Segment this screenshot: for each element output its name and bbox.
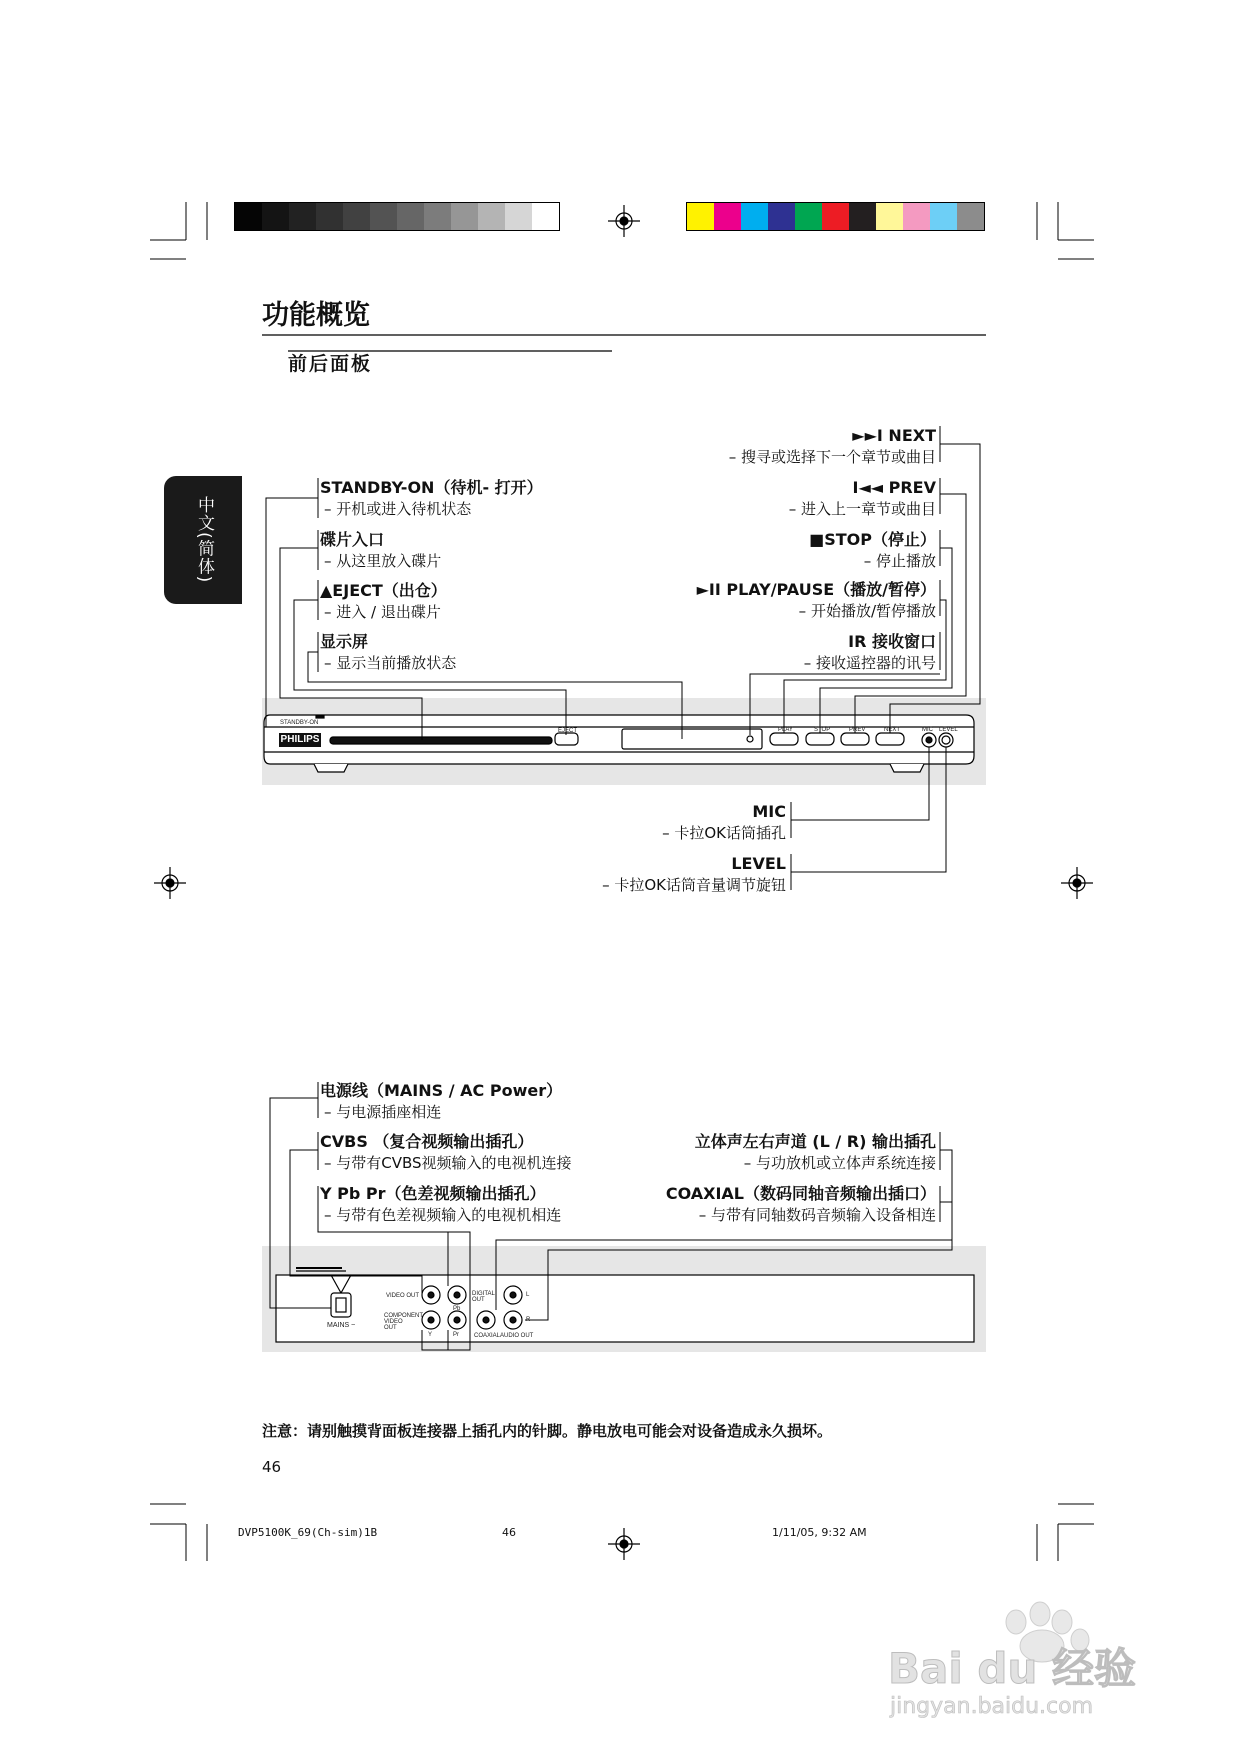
disc-tray-desc: – 从这里放入碟片 <box>324 552 442 570</box>
display-label: 显示屏 <box>320 632 369 651</box>
dvd-player-rear <box>276 1268 974 1342</box>
standby-tag: STANDBY-ON <box>280 720 319 726</box>
audio-lr-label: 立体声左右声道 (L / R) 输出插孔 <box>694 1132 936 1151</box>
prev-desc: – 进入上一章节或曲目 <box>788 500 936 518</box>
audio-lr-desc: – 与功放机或立体声系统连接 <box>743 1154 936 1172</box>
coaxial-out-label: COAXIAL（数码同轴音频输出插口） <box>665 1184 936 1203</box>
page-number: 46 <box>262 1458 282 1476</box>
page-title: 功能概览 <box>262 300 370 331</box>
next-label: ►►I NEXT <box>852 426 936 445</box>
ir-sensor-desc: – 接收遥控器的讯号 <box>803 654 936 672</box>
mains-power-label: 电源线（MAINS / AC Power） <box>320 1081 563 1100</box>
registration-target <box>608 205 640 237</box>
play-pause-label: ►II PLAY/PAUSE（播放/暂停） <box>696 580 936 599</box>
mains-label: MAINS ~ <box>327 1322 356 1329</box>
level-knob-label: LEVEL <box>939 727 958 733</box>
eject-label: ▲EJECT（出仓） <box>320 581 447 600</box>
next-desc: – 搜寻或选择下一个章节或曲目 <box>728 448 936 466</box>
display-desc: – 显示当前播放状态 <box>324 654 457 672</box>
level-label: LEVEL <box>731 854 786 873</box>
mic-jack-label: MIC <box>922 727 933 733</box>
y-jack-label: Y <box>428 1332 433 1338</box>
prev-button-label: PREV <box>849 727 866 733</box>
eject-button-label: EJECT <box>558 728 578 734</box>
cvbs-desc: – 与带有CVBS视频输入的电视机连接 <box>324 1154 572 1172</box>
standby-on-desc: – 开机或进入待机状态 <box>324 500 472 518</box>
page-subtitle: 前后面板 <box>288 353 373 375</box>
audio-out-label: AUDIO OUT <box>500 1333 534 1339</box>
pb-jack-label: Pb <box>453 1306 461 1312</box>
watermark-url: jingyan.baidu.com <box>890 1694 1094 1719</box>
registration-target <box>1061 867 1093 899</box>
mains-power-desc: – 与电源插座相连 <box>324 1103 442 1121</box>
play-pause-desc: – 开始播放/暂停播放 <box>798 602 936 620</box>
footer-file: DVP5100K_69(Ch-sim)1B <box>238 1526 378 1539</box>
pr-jack-label: Pr <box>453 1332 459 1338</box>
ypbpr-label: Y Pb Pr（色差视频输出插孔） <box>320 1184 546 1203</box>
coaxial-label: COAXIAL <box>474 1333 501 1339</box>
video-out-label: VIDEO OUT <box>386 1293 420 1299</box>
coaxial-out-desc: – 与带有同轴数码音频输入设备相连 <box>698 1206 936 1224</box>
r-jack-label: R <box>526 1317 531 1323</box>
baidu-jingyan-watermark <box>880 1600 1220 1720</box>
level-desc: – 卡拉OK话筒音量调节旋钮 <box>602 876 786 894</box>
disc-tray-label: 碟片入口 <box>320 530 385 549</box>
l-jack-label: L <box>526 1292 530 1298</box>
watermark-brand: Bai du 经验 <box>888 1644 1136 1693</box>
mic-label: MIC <box>752 802 786 821</box>
footer-timestamp: 1/11/05, 9:32 AM <box>772 1526 867 1539</box>
component-video-out-label: COMPONENT VIDEO OUT <box>384 1313 423 1331</box>
footer-page: 46 <box>502 1526 516 1539</box>
ir-sensor-label: IR 接收窗口 <box>848 632 936 651</box>
next-button-label: NEXT <box>884 727 901 733</box>
registration-target <box>154 867 186 899</box>
cvbs-label: CVBS （复合视频输出插孔） <box>320 1132 534 1151</box>
play-button-label: PLAY <box>778 727 793 733</box>
registration-target <box>608 1528 640 1560</box>
stop-button-label: STOP <box>814 727 831 733</box>
standby-on-label: STANDBY-ON（待机- 打开） <box>320 478 543 497</box>
eject-desc: – 进入 / 退出碟片 <box>324 603 441 621</box>
philips-logo: PHILIPS <box>280 734 320 745</box>
ypbpr-desc: – 与带有色差视频输入的电视机相连 <box>324 1206 562 1224</box>
digital-out-label: DIGITAL OUT <box>472 1291 495 1303</box>
stop-desc: – 停止播放 <box>863 552 936 570</box>
warning-note: 注意：请别触摸背面板连接器上插孔内的针脚。静电放电可能会对设备造成永久损坏。 <box>262 1422 833 1440</box>
stop-label: ■STOP（停止） <box>809 530 936 549</box>
dvd-player-front <box>264 715 974 772</box>
language-tab-label: 中文(简体) <box>194 496 214 584</box>
mic-desc: – 卡拉OK话筒插孔 <box>662 824 786 842</box>
prev-label: I◄◄ PREV <box>852 478 936 497</box>
